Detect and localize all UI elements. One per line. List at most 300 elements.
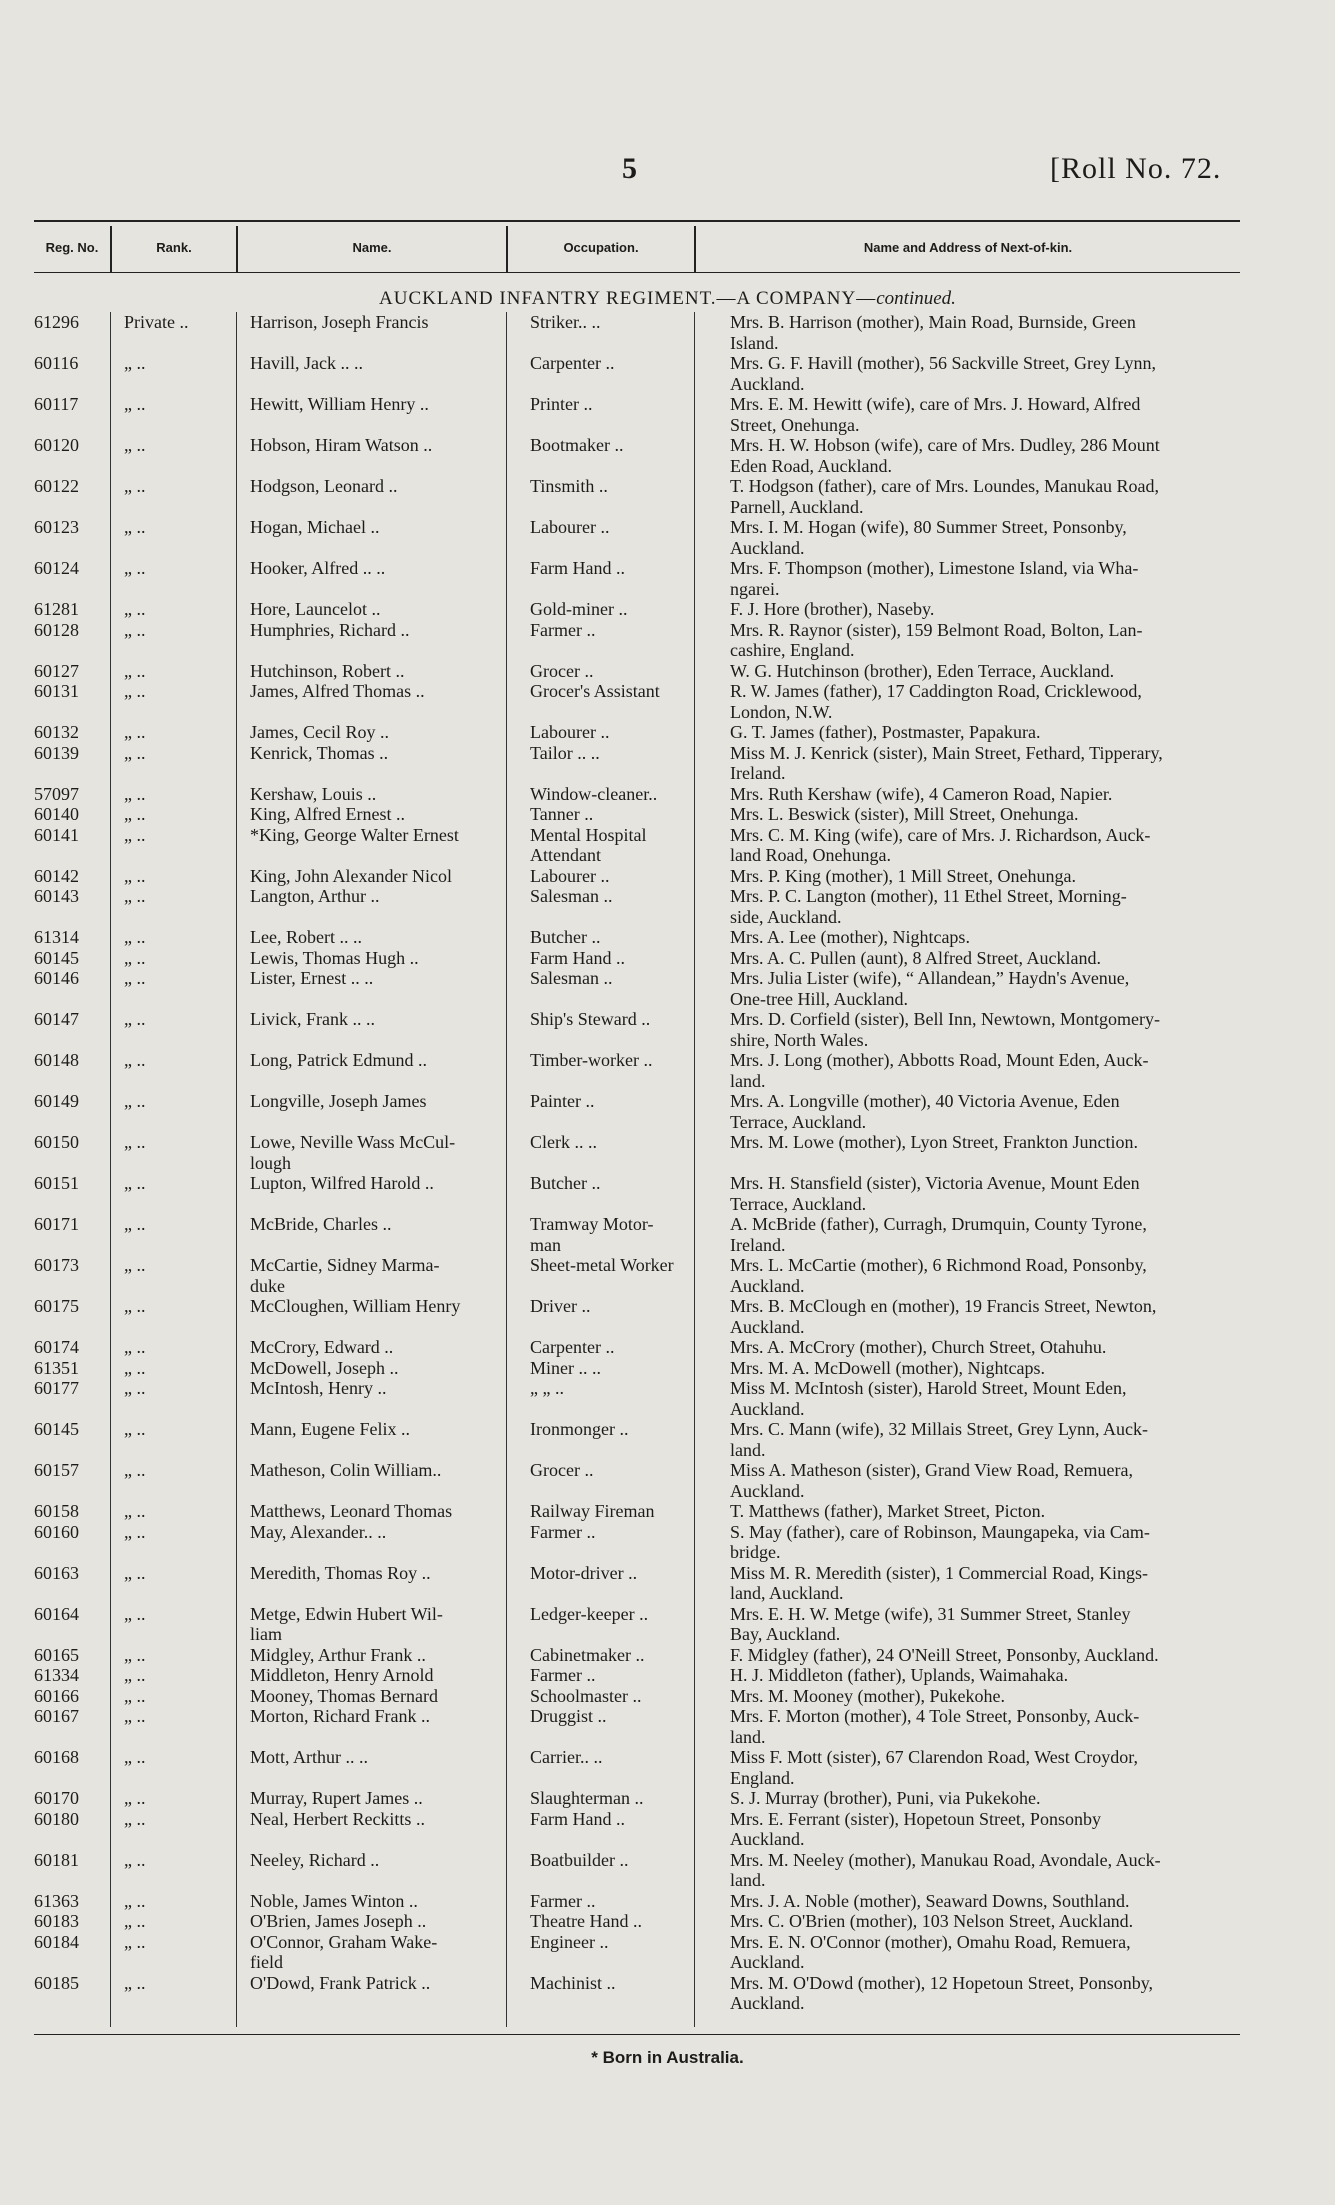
soldier-name: [242, 968, 518, 1009]
occupation-line: Boatbuilder ..: [530, 1849, 629, 1870]
rank: „ ..: [124, 1849, 146, 1870]
table-row: [34, 1358, 1274, 1379]
rank: Private ..: [124, 312, 189, 332]
table-row: [34, 1255, 1274, 1296]
occupation: [518, 1501, 716, 1522]
next-of-kin-line: Ireland.: [730, 1234, 786, 1255]
reg-number: 60180: [34, 1808, 79, 1829]
next-of-kin-line: London, N.W.: [730, 701, 833, 722]
rank: „ ..: [124, 435, 146, 455]
soldier-name-line: liam: [250, 1624, 282, 1644]
reg-number: 60117: [34, 394, 79, 414]
occupation: [518, 435, 716, 476]
reg-number: 60140: [34, 804, 79, 824]
reg-number: 61351: [34, 1357, 79, 1378]
soldier-name-line: Matheson, Colin William..: [250, 1460, 442, 1480]
occupation: [518, 927, 716, 948]
occupation-line: Tanner ..: [530, 804, 594, 824]
soldier-name-line: Noble, James Winton ..: [250, 1890, 418, 1911]
rank: „ ..: [124, 599, 146, 619]
soldier-name: [242, 743, 518, 784]
next-of-kin-line: Auckland.: [730, 1316, 805, 1337]
rank: „ ..: [124, 1173, 146, 1193]
table-row: [34, 312, 1274, 353]
soldier-name-line: McDowell, Joseph ..: [250, 1357, 399, 1378]
table-row: [34, 681, 1274, 722]
next-of-kin-line: Mrs. E. Ferrant (sister), Hopetoun Street, Ponsonby: [730, 1808, 1101, 1829]
next-of-kin-line: Ireland.: [730, 763, 786, 783]
next-of-kin: [716, 948, 1286, 969]
rank: „ ..: [124, 865, 146, 886]
soldier-name: [242, 353, 518, 394]
next-of-kin: [716, 886, 1286, 927]
rank: „ ..: [124, 886, 146, 906]
next-of-kin-line: shire, North Wales.: [730, 1029, 869, 1050]
soldier-name: [242, 1460, 518, 1501]
next-of-kin-line: T. Matthews (father), Market Street, Picton.: [730, 1501, 1046, 1521]
occupation-line: Carrier.. ..: [530, 1747, 603, 1767]
next-of-kin-line: F. Midgley (father), 24 O'Neill Street, Ponsonby, Auckland.: [730, 1644, 1159, 1665]
table-row: [34, 1173, 1274, 1214]
occupation: [518, 1665, 716, 1686]
soldier-name-line: James, Alfred Thomas ..: [250, 681, 425, 701]
soldier-name-line: Lupton, Wilfred Harold ..: [250, 1173, 434, 1193]
table-row: [34, 1501, 1274, 1522]
reg-number: 60181: [34, 1849, 79, 1870]
reg-number: 60150: [34, 1132, 79, 1152]
next-of-kin-line: G. T. James (father), Postmaster, Papakura.: [730, 722, 1041, 742]
occupation-line: Theatre Hand ..: [530, 1911, 642, 1931]
soldier-name: [242, 1706, 518, 1747]
next-of-kin-line: Mrs. A. Longville (mother), 40 Victoria Avenue, Eden: [730, 1091, 1120, 1111]
reg-number: 61296: [34, 312, 79, 332]
occupation-line: Grocer ..: [530, 660, 594, 681]
next-of-kin-line: Mrs. A. C. Pullen (aunt), 8 Alfred Street, Auckland.: [730, 947, 1101, 968]
next-of-kin-line: One-tree Hill, Auckland.: [730, 988, 908, 1009]
table-row: [34, 1911, 1274, 1932]
rank: „ ..: [124, 1665, 146, 1685]
reg-number: 60132: [34, 722, 79, 742]
soldier-name: [242, 1665, 518, 1686]
rank: „ ..: [124, 1890, 146, 1911]
table-row: [34, 1337, 1274, 1358]
table-row: [34, 1214, 1274, 1255]
soldier-name: [242, 722, 518, 743]
soldier-name-line: O'Dowd, Frank Patrick ..: [250, 1972, 431, 1993]
occupation-line: Striker.. ..: [530, 312, 601, 332]
reg-number: 60157: [34, 1460, 79, 1480]
occupation-line: Bootmaker ..: [530, 435, 624, 455]
soldier-name-line: Hobson, Hiram Watson ..: [250, 435, 433, 455]
table-row: [34, 476, 1274, 517]
reg-number: 60139: [34, 742, 79, 763]
next-of-kin-line: Mrs. B. McClough en (mother), 19 Francis Street, Newton,: [730, 1296, 1157, 1316]
next-of-kin-line: Miss F. Mott (sister), 67 Clarendon Road, West Croydor,: [730, 1747, 1139, 1767]
soldier-name: [242, 1522, 518, 1563]
occupation: [518, 353, 716, 394]
reg-number: 60148: [34, 1050, 79, 1070]
soldier-name: [242, 599, 518, 620]
soldier-name: [242, 1809, 518, 1850]
next-of-kin-line: W. G. Hutchinson (brother), Eden Terrace, Auckland.: [730, 660, 1115, 681]
soldier-name: [242, 620, 518, 661]
reg-number: 60167: [34, 1706, 79, 1726]
section-title: AUCKLAND INFANTRY REGIMENT.—A COMPANY—: [379, 288, 877, 309]
rank: „ ..: [124, 722, 146, 742]
occupation-line: Mental Hospital: [530, 824, 647, 845]
next-of-kin: [716, 1358, 1286, 1379]
table-row: [34, 784, 1274, 805]
occupation: [518, 1973, 716, 2014]
rank: „ ..: [124, 619, 146, 640]
roll-number: [Roll No. 72.: [1050, 152, 1222, 185]
next-of-kin-line: S. J. Murray (brother), Puni, via Pukekohe.: [730, 1788, 1041, 1808]
soldier-name-line: Livick, Frank .. ..: [250, 1009, 375, 1029]
next-of-kin-line: Mrs. E. M. Hewitt (wife), care of Mrs. J. Howard, Alfred: [730, 394, 1141, 414]
occupation: [518, 866, 716, 887]
soldier-name: [242, 804, 518, 825]
reg-number: 60163: [34, 1562, 79, 1583]
next-of-kin-line: Mrs. A. Lee (mother), Nightcaps.: [730, 927, 970, 947]
next-of-kin: [716, 681, 1286, 722]
next-of-kin-line: Mrs. C. M. King (wife), care of Mrs. J. Richardson, Auck-: [730, 824, 1151, 845]
rank: „ ..: [124, 517, 146, 537]
next-of-kin: [716, 1604, 1286, 1645]
soldier-name-line: Lewis, Thomas Hugh ..: [250, 947, 419, 968]
next-of-kin: [716, 661, 1286, 682]
next-of-kin-line: land, Auckland.: [730, 1583, 844, 1603]
occupation: [518, 1173, 716, 1214]
next-of-kin-line: Mrs. F. Thompson (mother), Limestone Island, via Wha-: [730, 558, 1139, 578]
occupation: [518, 1747, 716, 1788]
reg-number: 60143: [34, 886, 79, 906]
soldier-name-line: Hore, Launcelot ..: [250, 599, 381, 619]
soldier-name: [242, 1501, 518, 1522]
soldier-name-line: Harrison, Joseph Francis: [250, 312, 429, 332]
soldier-name: [242, 1378, 518, 1419]
soldier-name: [242, 1214, 518, 1255]
occupation: [518, 394, 716, 435]
table-row: [34, 1645, 1274, 1666]
next-of-kin-line: Auckland.: [730, 373, 805, 394]
roll-table: [34, 312, 1274, 2014]
soldier-name-line: Longville, Joseph James: [250, 1091, 427, 1111]
occupation: [518, 1850, 716, 1891]
soldier-name-line: Meredith, Thomas Roy ..: [250, 1562, 431, 1583]
next-of-kin-line: Mrs. D. Corfield (sister), Bell Inn, Newtown, Montgomery-: [730, 1009, 1160, 1029]
next-of-kin-line: Mrs. L. McCartie (mother), 6 Richmond Road, Ponsonby,: [730, 1255, 1147, 1275]
occupation-line: Farm Hand ..: [530, 1808, 625, 1829]
table-row: [34, 1604, 1274, 1645]
soldier-name: [242, 886, 518, 927]
next-of-kin-line: Mrs. E. H. W. Metge (wife), 31 Summer Street, Stanley: [730, 1603, 1131, 1624]
table-row: [34, 1850, 1274, 1891]
next-of-kin: [716, 927, 1286, 948]
next-of-kin: [716, 1850, 1286, 1891]
occupation: [518, 1091, 716, 1132]
soldier-name-line: Hogan, Michael ..: [250, 517, 380, 537]
table-row: [34, 1747, 1274, 1788]
soldier-name: [242, 394, 518, 435]
occupation-line: Farmer ..: [530, 1521, 596, 1542]
occupation-line: Engineer ..: [530, 1931, 609, 1952]
rank: „ ..: [124, 1562, 146, 1583]
soldier-name: [242, 1891, 518, 1912]
reg-number: 60151: [34, 1173, 79, 1193]
next-of-kin-line: Mrs. P. C. Langton (mother), 11 Ethel Street, Morning-: [730, 886, 1127, 906]
next-of-kin-line: Eden Road, Auckland.: [730, 455, 892, 476]
next-of-kin-line: Mrs. E. N. O'Connor (mother), Omahu Road, Remuera,: [730, 1931, 1131, 1952]
occupation: [518, 1009, 716, 1050]
col-header-rank: Rank.: [156, 239, 192, 255]
table-row: [34, 1809, 1274, 1850]
table-row: [34, 353, 1274, 394]
soldier-name-line: Neeley, Richard ..: [250, 1849, 380, 1870]
table-row: [34, 1050, 1274, 1091]
next-of-kin-line: Auckland.: [730, 1275, 805, 1296]
occupation-line: Tinsmith ..: [530, 476, 608, 496]
next-of-kin-line: Mrs. F. Morton (mother), 4 Tole Street, Ponsonby, Auck-: [730, 1706, 1140, 1726]
next-of-kin: [716, 866, 1286, 887]
rank: „ ..: [124, 1337, 146, 1357]
col-header-name: Name.: [352, 239, 392, 255]
reg-number: 60173: [34, 1255, 79, 1275]
occupation: [518, 743, 716, 784]
soldier-name-line: lough: [250, 1152, 292, 1173]
soldier-name: [242, 1091, 518, 1132]
soldier-name-line: Long, Patrick Edmund ..: [250, 1050, 427, 1070]
occupation-line: Butcher ..: [530, 1173, 601, 1193]
occupation: [518, 681, 716, 722]
rank: „ ..: [124, 927, 146, 947]
rank: „ ..: [124, 1091, 146, 1111]
next-of-kin: [716, 1932, 1286, 1973]
table-row: [34, 1891, 1274, 1912]
next-of-kin: [716, 312, 1286, 353]
occupation: [518, 1911, 716, 1932]
occupation-line: Slaughterman ..: [530, 1788, 644, 1808]
next-of-kin-line: Mrs. M. O'Dowd (mother), 12 Hopetoun Street, Ponsonby,: [730, 1972, 1154, 1993]
rank: „ ..: [124, 947, 146, 968]
table-row: [34, 927, 1274, 948]
soldier-name: [242, 866, 518, 887]
rank: „ ..: [124, 1644, 146, 1665]
table-row: [34, 722, 1274, 743]
next-of-kin: [716, 1563, 1286, 1604]
next-of-kin-line: Terrace, Auckland.: [730, 1193, 867, 1214]
rank: „ ..: [124, 742, 146, 763]
next-of-kin-line: Mrs. J. Long (mother), Abbotts Road, Mount Eden, Auck-: [730, 1050, 1149, 1070]
reg-number: 60146: [34, 968, 79, 988]
table-row: [34, 948, 1274, 969]
soldier-name: [242, 1419, 518, 1460]
occupation: [518, 1460, 716, 1501]
footnote: * Born in Australia.: [591, 2048, 744, 2067]
occupation: [518, 1932, 716, 1973]
rank: „ ..: [124, 1357, 146, 1378]
reg-number: 60177: [34, 1378, 79, 1398]
next-of-kin: [716, 1337, 1286, 1358]
rank: „ ..: [124, 1747, 146, 1767]
rank: „ ..: [124, 681, 146, 701]
next-of-kin: [716, 825, 1286, 866]
occupation-line: Salesman ..: [530, 968, 613, 988]
occupation: [518, 1706, 716, 1747]
occupation-line: Labourer ..: [530, 722, 610, 742]
occupation-line: Railway Fireman: [530, 1501, 655, 1521]
soldier-name-line: May, Alexander.. ..: [250, 1521, 387, 1542]
occupation: [518, 1686, 716, 1707]
occupation: [518, 312, 716, 353]
soldier-name-line: King, Alfred Ernest ..: [250, 804, 405, 824]
next-of-kin-line: Mrs. M. Lowe (mother), Lyon Street, Frankton Junction.: [730, 1132, 1138, 1152]
occupation: [518, 1419, 716, 1460]
soldier-name-line: Hewitt, William Henry ..: [250, 394, 429, 414]
next-of-kin: [716, 804, 1286, 825]
occupation: [518, 620, 716, 661]
reg-number: 61281: [34, 599, 79, 619]
rank: „ ..: [124, 394, 146, 414]
next-of-kin-line: Bay, Auckland.: [730, 1624, 841, 1644]
next-of-kin: [716, 1091, 1286, 1132]
next-of-kin-line: S. May (father), care of Robinson, Maungapeka, via Cam-: [730, 1521, 1150, 1542]
occupation-line: Grocer's Assistant: [530, 681, 660, 701]
occupation: [518, 804, 716, 825]
table-row: [34, 599, 1274, 620]
next-of-kin-line: land Road, Onehunga.: [730, 845, 891, 865]
next-of-kin-line: Mrs. C. Mann (wife), 32 Millais Street, Grey Lynn, Auck-: [730, 1419, 1148, 1439]
soldier-name: [242, 1563, 518, 1604]
soldier-name-line: Neal, Herbert Reckitts ..: [250, 1808, 425, 1829]
occupation-line: Grocer ..: [530, 1460, 594, 1480]
next-of-kin-line: Mrs. C. O'Brien (mother), 103 Nelson Street, Auckland.: [730, 1911, 1134, 1931]
next-of-kin-line: bridge.: [730, 1542, 781, 1562]
next-of-kin-line: Mrs. L. Beswick (sister), Mill Street, Onehunga.: [730, 804, 1079, 824]
occupation: [518, 1214, 716, 1255]
reg-number: 60160: [34, 1521, 79, 1542]
table-row: [34, 743, 1274, 784]
next-of-kin-line: Mrs. B. Harrison (mother), Main Road, Burnside, Green: [730, 312, 1136, 332]
occupation: [518, 1522, 716, 1563]
next-of-kin: [716, 1132, 1286, 1173]
rank: „ ..: [124, 1788, 146, 1808]
soldier-name-line: McCrory, Edward ..: [250, 1337, 394, 1357]
next-of-kin: [716, 1296, 1286, 1337]
occupation: [518, 1788, 716, 1809]
occupation-line: Miner .. ..: [530, 1357, 601, 1378]
reg-number: 60145: [34, 1419, 79, 1439]
occupation-line: Labourer ..: [530, 517, 610, 537]
reg-number: 60122: [34, 476, 79, 496]
soldier-name: [242, 1604, 518, 1645]
next-of-kin: [716, 1645, 1286, 1666]
soldier-name: [242, 312, 518, 353]
soldier-name-line: Lister, Ernest .. ..: [250, 968, 374, 988]
soldier-name-line: field: [250, 1952, 283, 1972]
table-row: [34, 1378, 1274, 1419]
table-row: [34, 804, 1274, 825]
next-of-kin-line: Mrs. H. W. Hobson (wife), care of Mrs. Dudley, 286 Mount: [730, 435, 1160, 455]
rank: „ ..: [124, 824, 146, 845]
next-of-kin-line: land.: [730, 1439, 766, 1460]
occupation: [518, 825, 716, 866]
occupation-line: Sheet-metal Worker: [530, 1255, 674, 1275]
next-of-kin-line: T. Hodgson (father), care of Mrs. Loundes, Manukau Road,: [730, 476, 1160, 496]
next-of-kin: [716, 1378, 1286, 1419]
occupation: [518, 476, 716, 517]
next-of-kin: [716, 1665, 1286, 1686]
occupation-line: Ship's Steward ..: [530, 1009, 651, 1029]
reg-number: 61314: [34, 927, 79, 947]
rank: „ ..: [124, 1603, 146, 1624]
soldier-name: [242, 1850, 518, 1891]
soldier-name: [242, 661, 518, 682]
next-of-kin: [716, 1214, 1286, 1255]
soldier-name-line: Hodgson, Leonard ..: [250, 476, 398, 496]
next-of-kin-line: Mrs. A. McCrory (mother), Church Street, Otahuhu.: [730, 1337, 1107, 1357]
table-row: [34, 886, 1274, 927]
reg-number: 60142: [34, 865, 79, 886]
table-row: [34, 620, 1274, 661]
soldier-name-line: McIntosh, Henry ..: [250, 1378, 387, 1398]
soldier-name: [242, 1009, 518, 1050]
soldier-name: [242, 1255, 518, 1296]
next-of-kin: [716, 353, 1286, 394]
next-of-kin: [716, 1706, 1286, 1747]
occupation-line: Gold-miner ..: [530, 599, 628, 619]
soldier-name-line: Midgley, Arthur Frank ..: [250, 1644, 426, 1665]
next-of-kin: [716, 1522, 1286, 1563]
rank: „ ..: [124, 968, 146, 988]
next-of-kin-line: Mrs. Julia Lister (wife), “ Allandean,” Haydn's Avenue,: [730, 968, 1130, 988]
rank: „ ..: [124, 1460, 146, 1480]
next-of-kin: [716, 599, 1286, 620]
soldier-name-line: O'Brien, James Joseph ..: [250, 1911, 427, 1931]
soldier-name-line: Hooker, Alfred .. ..: [250, 558, 386, 578]
occupation: [518, 1809, 716, 1850]
soldier-name: [242, 1337, 518, 1358]
next-of-kin: [716, 784, 1286, 805]
table-row: [34, 1460, 1274, 1501]
occupation: [518, 599, 716, 620]
reg-number: 57097: [34, 783, 79, 804]
occupation: [518, 968, 716, 1009]
soldier-name: [242, 517, 518, 558]
rank: „ ..: [124, 476, 146, 496]
occupation-line: Carpenter ..: [530, 353, 615, 373]
occupation: [518, 722, 716, 743]
next-of-kin-line: Street, Onehunga.: [730, 414, 860, 435]
occupation: [518, 558, 716, 599]
occupation-line: Labourer ..: [530, 865, 610, 886]
reg-number: 60171: [34, 1214, 79, 1234]
occupation-line: Butcher ..: [530, 927, 601, 947]
occupation-line: Salesman ..: [530, 886, 613, 906]
soldier-name: [242, 1132, 518, 1173]
rank: „ ..: [124, 1931, 146, 1952]
next-of-kin: [716, 1809, 1286, 1850]
next-of-kin-line: side, Auckland.: [730, 906, 842, 927]
next-of-kin-line: land.: [730, 1070, 766, 1091]
next-of-kin-line: R. W. James (father), 17 Caddington Road, Cricklewood,: [730, 681, 1142, 701]
section-continued: continued.: [876, 288, 956, 309]
rank: „ ..: [124, 1214, 146, 1234]
next-of-kin-line: H. J. Middleton (father), Uplands, Waimahaka.: [730, 1665, 1069, 1685]
table-row: [34, 1296, 1274, 1337]
soldier-name: [242, 784, 518, 805]
reg-number: 60147: [34, 1009, 79, 1029]
page-number: 5: [622, 152, 637, 185]
